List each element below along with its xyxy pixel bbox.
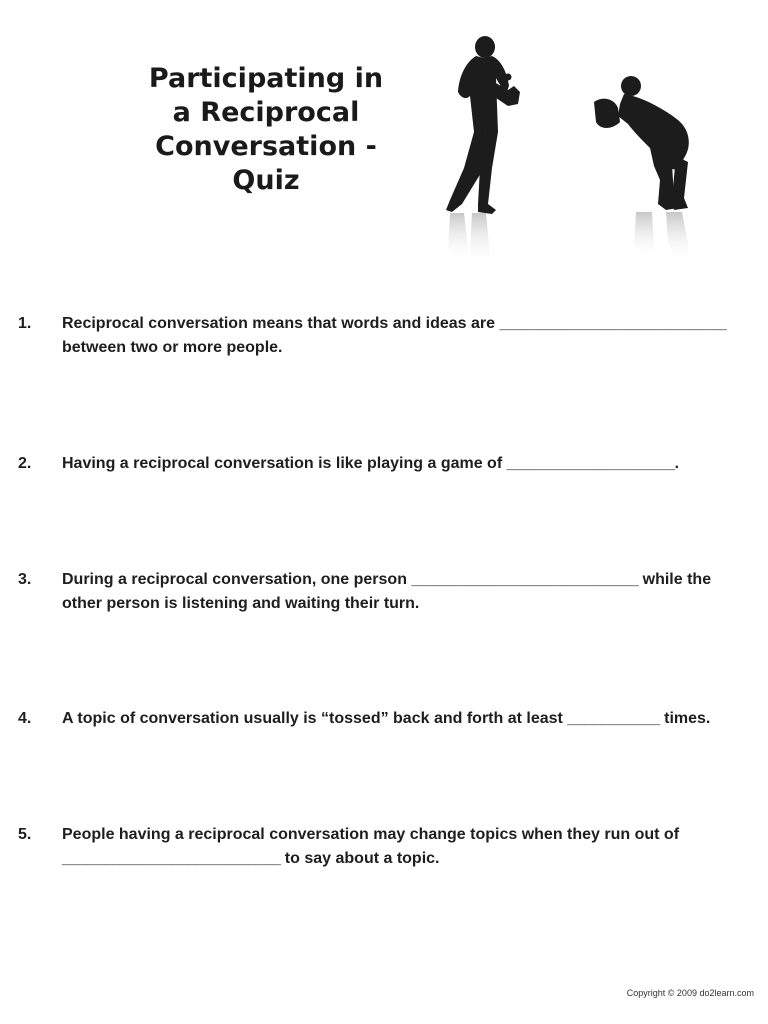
copyright-notice: Copyright © 2009 do2learn.com — [626, 988, 754, 998]
quiz-question — [18, 312, 753, 360]
question-number: 4. — [18, 710, 32, 727]
baseball-players-silhouette-icon — [428, 28, 718, 268]
quiz-question — [18, 823, 753, 871]
page-title — [120, 62, 412, 198]
question-prompt: Reciprocal conversation means that words and ideas are — [62, 315, 500, 332]
question-prompt: A topic of conversation usually is “tossed” back and forth at least — [62, 710, 568, 727]
question-number: 1. — [18, 315, 32, 332]
question-suffix: while the other person is listening and waiting their turn. — [62, 571, 712, 612]
question-text — [62, 452, 753, 476]
question-number: 2. — [18, 455, 32, 472]
answer-blank[interactable]: ___________________________ — [411, 571, 639, 588]
catcher-silhouette-icon — [594, 76, 689, 210]
question-suffix: . — [674, 455, 680, 472]
answer-blank[interactable]: ___________________________ — [499, 315, 727, 332]
title-line: a Reciprocal — [172, 97, 360, 128]
answer-blank[interactable]: ____________________ — [506, 455, 675, 472]
question-number: 5. — [18, 826, 32, 843]
pitcher-silhouette-icon — [446, 36, 520, 214]
title-line: Conversation - — [155, 131, 377, 162]
title-line: Participating in — [148, 63, 384, 94]
quiz-question — [18, 568, 753, 616]
quiz-question — [18, 707, 753, 731]
question-prompt: People having a reciprocal conversation may change topics when they run out of — [62, 826, 680, 843]
answer-blank[interactable]: ___________ — [567, 710, 660, 727]
question-suffix: between two or more people. — [62, 339, 283, 356]
quiz-question — [18, 452, 753, 476]
reflection-icon — [448, 212, 690, 266]
question-suffix: to say about a topic. — [280, 850, 440, 867]
question-text — [62, 823, 753, 871]
answer-blank[interactable]: __________________________ — [62, 850, 281, 867]
question-prompt: Having a reciprocal conversation is like playing a game of — [62, 455, 507, 472]
question-suffix: times. — [659, 710, 711, 727]
question-prompt: During a reciprocal conversation, one person — [62, 571, 412, 588]
question-text — [62, 568, 753, 616]
question-number: 3. — [18, 571, 32, 588]
title-line: Quiz — [232, 165, 300, 196]
question-text — [62, 312, 753, 360]
question-text — [62, 707, 753, 731]
